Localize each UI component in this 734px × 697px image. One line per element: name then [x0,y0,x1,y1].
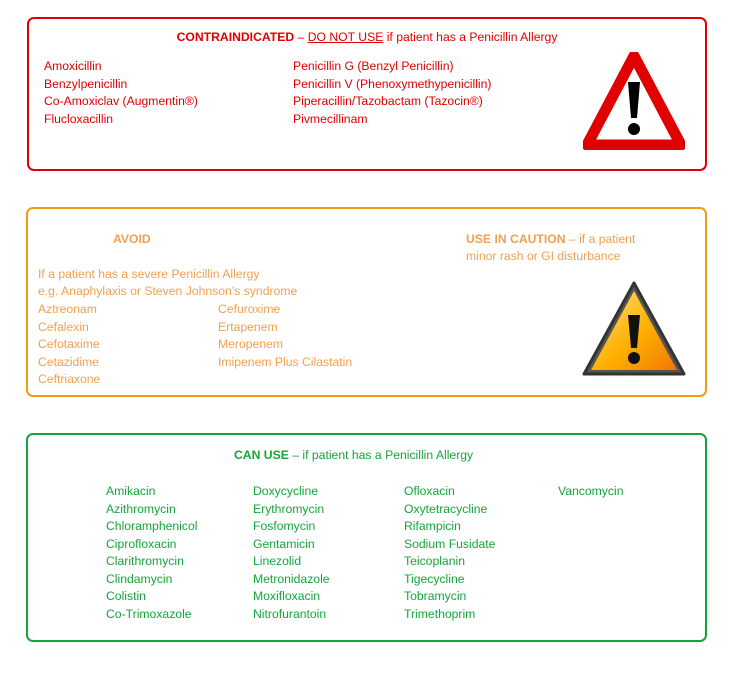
drug-item: Pivmecillinam [293,111,368,126]
drug-item: Ciprofloxacin [106,536,177,551]
avoid-description-2: e.g. Anaphylaxis or Steven Johnson’s syndrome [38,284,298,298]
contraindicated-list-2 [293,58,491,128]
drug-item: Colistin [106,589,146,603]
drug-item: Cefalexin [38,319,89,334]
drug-item: Aztreonam [38,302,97,316]
drug-item: Trimethoprim [404,606,476,621]
can-use-rest: – if patient has a Penicillin Allergy [288,448,474,462]
red-warning-triangle-icon [583,52,685,150]
drug-item: Flucloxacillin [44,111,114,126]
drug-item: Clarithromycin [106,554,184,568]
drug-item: Cefotaxime [38,337,100,351]
drug-item: Meropenem [218,337,284,351]
drug-item: Co-Amoxiclav (Augmentin®) [44,94,198,108]
drug-item: Tobramycin [404,589,467,603]
caution-header [466,231,635,248]
drug-item: Ceftriaxone [38,372,101,386]
can-use-list-2 [253,483,330,623]
orange-warning-triangle-icon [581,280,687,378]
drug-item: Moxifloxacin [253,589,321,603]
avoid-list-2 [218,301,352,371]
drug-item: Clindamycin [106,571,173,586]
drug-item: Ertapenem [218,319,278,334]
avoid-description-1: If a patient has a severe Penicillin Allergy [38,267,260,281]
contraindicated-dash: – [294,30,308,44]
drug-item: Vancomycin [558,484,624,498]
caution-heading: USE IN CAUTION [466,232,566,246]
avoid-list-1 [38,301,100,389]
drug-item: Azithromycin [106,501,176,516]
drug-item: Chloramphenicol [106,519,198,533]
drug-item: Imipenem Plus Cilastatin [218,354,353,369]
drug-item: Amoxicillin [44,59,102,73]
contraindicated-heading: CONTRAINDICATED [176,30,295,44]
contraindicated-header [0,29,734,46]
contraindicated-list-1 [44,58,198,128]
drug-item: Oxytetracycline [404,501,488,516]
drug-item: Penicillin G (Benzyl Penicillin) [293,59,454,73]
drug-item: Cetazidime [38,354,99,369]
drug-item: Amikacin [106,484,156,498]
drug-item: Metronidazole [253,571,330,586]
drug-item: Doxycycline [253,484,319,498]
can-use-list-3 [404,483,495,623]
can-use-list-1 [106,483,197,623]
can-use-header [234,447,473,464]
drug-item: Gentamicin [253,536,315,551]
drug-item: Nitrofurantoin [253,606,327,621]
drug-item: Piperacillin/Tazobactam (Tazocin®) [293,94,483,108]
drug-item: Cefuroxime [218,302,281,316]
drug-item: Penicillin V (Phenoxymethypenicillin) [293,76,492,91]
drug-item: Co-Trimoxazole [106,606,192,621]
drug-item: Benzylpenicillin [44,76,128,91]
can-use-list-4 [558,483,623,501]
caution-description: minor rash or GI disturbance [466,249,621,263]
avoid-heading: AVOID [113,232,151,246]
drug-item: Erythromycin [253,501,325,516]
drug-item: Teicoplanin [404,554,465,568]
caution-rest: – if a patient [565,232,636,246]
drug-item: Ofloxacin [404,484,455,498]
can-use-heading: CAN USE [234,448,289,462]
drug-item: Fosfomycin [253,519,316,533]
do-not-use-label: DO NOT USE [307,30,384,44]
drug-item: Rifampicin [404,519,461,533]
contraindicated-rest: if patient has a Penicillin Allergy [383,30,558,44]
drug-item: Linezolid [253,554,302,568]
drug-item: Tigecycline [404,571,465,586]
drug-item: Sodium Fusidate [404,536,496,551]
